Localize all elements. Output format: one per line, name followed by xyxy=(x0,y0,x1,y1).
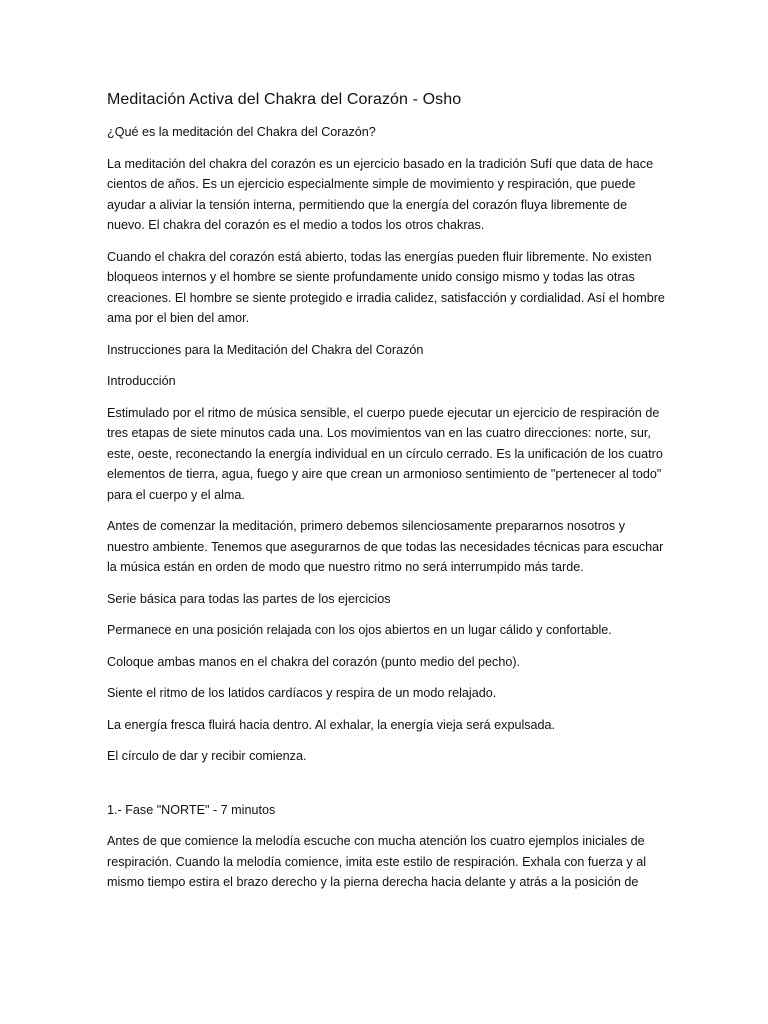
heading-what-is: ¿Qué es la meditación del Chakra del Corazón? xyxy=(107,125,376,139)
paragraph-basic-series: Serie básica para todas las partes de los ejercicios xyxy=(107,591,391,606)
heading-introduction: Introducción xyxy=(107,374,176,388)
section-spacer xyxy=(107,778,667,800)
paragraph-open-chakra: Cuando el chakra del corazón está abierto, todas las energías pueden fluir libremente. No existen bloqueos internos y el hombre se siente profundamente unido consigo mismo y todas las otras creaciones. El hombre se siente protegido e irradia calidez, satisfacción y cordialidad. Así el hombre ama por el bien del amor. xyxy=(107,249,665,325)
document-title: Meditación Activa del Chakra del Corazón - Osho xyxy=(107,91,462,108)
paragraph-heartbeat: Siente el ritmo de los latidos cardíacos y respira de un modo relajado. xyxy=(107,686,497,700)
paragraph-phase-north: Antes de que comience la melodía escuche con mucha atención los cuatro ejemplos iniciales de respiración. Cuando la melodía comience, imita este estilo de respiración. Exhala con fuerza y al mismo tiempo estira el brazo derecho y la pierna derecha hacia delante y atrás a la posición de xyxy=(107,834,647,889)
paragraph-circle-begins: El círculo de dar y recibir comienza. xyxy=(107,749,307,763)
paragraph-hands-on-heart: Coloque ambas manos en el chakra del corazón (punto medio del pecho). xyxy=(107,654,521,669)
paragraph-preparation: Antes de comenzar la meditación, primero debemos silenciosamente prepararnos nosotros y nuestro ambiente. Tenemos que asegurarnos de que todas las necesidades técnicas para escuchar la música están en orden de modo que nuestro ritmo no será interrumpido más tarde. xyxy=(107,519,664,574)
heading-instructions: Instrucciones para la Meditación del Chakra del Corazón xyxy=(107,342,424,357)
paragraph-rhythm: Estimulado por el ritmo de música sensible, el cuerpo puede ejecutar un ejercicio de respiración de tres etapas de siete minutos cada una. Los movimientos van en las cuatro direcciones: norte, sur, este, oeste, reconectando la energía individual en un círculo cerrado. Es la unificación de los cuatro elementos de tierra, agua, fuego y aire que crean un armonioso sentimiento de "pertenecer al todo" para el cuerpo y el alma. xyxy=(107,405,663,502)
paragraph-relaxed-position: Permanece en una posición relajada con los ojos abiertos en un lugar cálido y confortable. xyxy=(107,623,612,637)
paragraph-intro-chakra: La meditación del chakra del corazón es un ejercicio basado en la tradición Sufí que data de hace cientos de años. Es un ejercicio especialmente simple de movimiento y respiración, que puede ayudar a aliviar la tensión interna, permitiendo que la energía del corazón fluya libremente de nuevo. El chakra del corazón es el medio a todos los otros chakras. xyxy=(107,156,654,232)
paragraph-fresh-energy: La energía fresca fluirá hacia dentro. Al exhalar, la energía vieja será expulsada. xyxy=(107,717,556,732)
heading-phase-north: 1.- Fase "NORTE" - 7 minutos xyxy=(107,802,276,817)
document-page xyxy=(107,88,667,904)
